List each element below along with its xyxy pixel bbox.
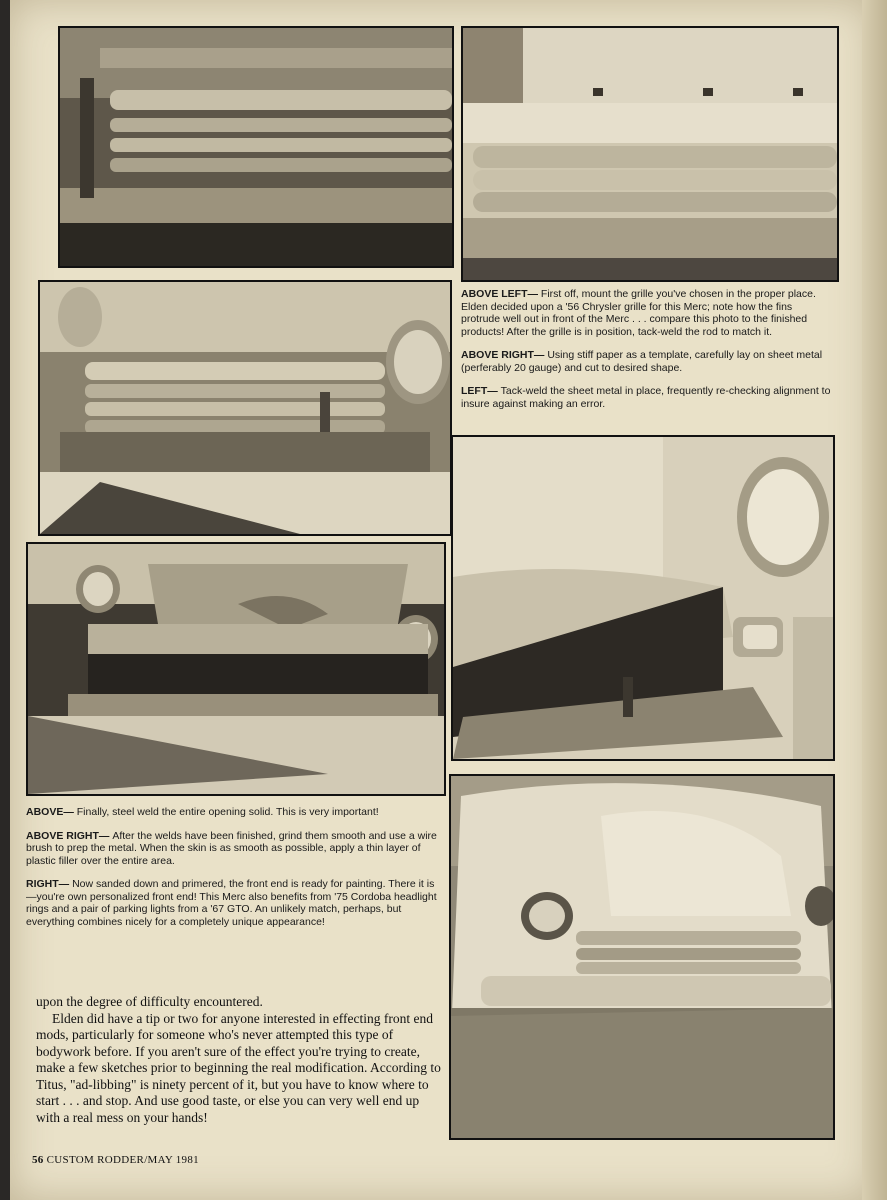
caption-above-right [461,349,831,374]
page-footer [32,1154,199,1166]
caption-block-lower [26,806,438,939]
caption-block-upper [461,288,831,421]
magazine-page [10,0,872,1200]
caption-lead: ABOVE LEFT— [461,288,541,300]
caption-lead: ABOVE RIGHT— [26,829,113,842]
caption-left [461,385,831,410]
body-paragraph-2: Elden did have a tip or two for anyone interested in effecting front end mods, particularly for someone who's never attempted this type of bodywork before. If you aren't sure of the effect you're trying to create, make a few sketches prior to beginning the real modification. According to Titus, "ad-libbing" is ninety percent of it, but you have to know where to start . . . and stop. And use good taste, or else you can very well end up with a real mess on your hands! [36,1010,441,1125]
caption-above-right-lower [26,830,438,868]
caption-text: Now sanded down and primered, the front end is ready for painting. There it is—you're own personalized front end! This Merc also benefits from '75 Cordoba headlight rings and a pair of parking lights from a '67 GTO. An unlikely match, perhaps, but everything combines nicely for a completely unique appearance! [26,878,437,928]
photo-plastic-filler [451,435,835,761]
grille-photo-4 [28,544,444,794]
photo-tack-weld [38,280,452,536]
caption-lead: LEFT— [461,385,501,397]
caption-above-left [461,288,831,338]
caption-text: Tack-weld the sheet metal in place, frequently re-checking alignment to insure against making an error. [461,385,831,410]
grille-photo-6 [451,776,833,1138]
grille-photo-1 [60,28,452,266]
caption-text: Using stiff paper as a template, carefully lay on sheet metal (perferably 20 gauge) and cut to desired shape. [461,349,823,374]
caption-lead: ABOVE— [26,806,77,818]
grille-photo-3 [40,282,450,534]
article-body [36,994,444,1126]
photo-welded-opening [26,542,446,796]
caption-lead: RIGHT— [26,878,73,890]
caption-text: After the welds have been finished, grind them smooth and use a wire brush to prep the metal. When the skin is as smooth as possible, apply a thin layer of plastic filler over the entire area. [26,829,437,867]
caption-lead: ABOVE RIGHT— [461,349,548,361]
page-edge [862,0,887,1200]
grille-photo-2 [463,28,837,280]
body-paragraph-1: upon the degree of difficulty encountered. [36,994,263,1009]
photo-finished-front-end [449,774,835,1140]
grille-photo-5 [453,437,833,759]
caption-text: Finally, steel weld the entire opening solid. This is very important! [76,806,379,818]
photo-grille-mounted [58,26,454,268]
caption-right [26,878,438,928]
caption-text: First off, mount the grille you've chosen in the proper place. Elden decided upon a '56 Chrysler grille for this Merc; note how the fins protrude well out in front of the Merc . . . compare this photo to the finished products! After the grille is in position, tack-weld the rod to match it. [461,288,816,338]
page-number: 56 [32,1154,44,1166]
photo-sheet-metal-template [461,26,839,282]
publication-info: CUSTOM RODDER/MAY 1981 [46,1154,199,1166]
caption-above [26,806,438,819]
